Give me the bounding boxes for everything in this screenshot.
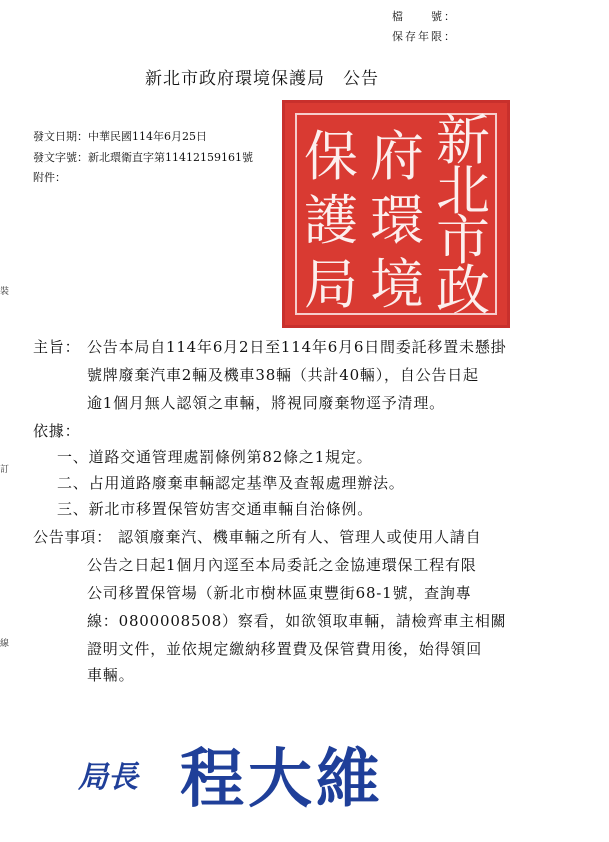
attachment-label: 附件： [33, 171, 66, 184]
seal-char: 市 [436, 209, 490, 272]
basis-label: 依據： [33, 422, 81, 440]
basis-item: 二、占用道路廢棄車輛認定基準及查報處理辦法。 [57, 474, 405, 492]
subject-line: 逾1個月無人認領之車輛，將視同廢棄物逕予清理。 [87, 394, 445, 412]
page-title: 新北市政府環境保護局 公告 [145, 69, 379, 89]
seal-char: 政 [436, 259, 490, 322]
subject-label: 主旨： [33, 338, 81, 356]
director-signature: 程大維 [180, 742, 384, 817]
binding-mark-2: 訂 [0, 465, 10, 475]
notice-line: 證明文件，並依規定繳納移置費及保管費用後，始得領回 [87, 640, 483, 658]
retention-period-label: 保存年限： [392, 30, 457, 43]
notice-line: 公告之日起1個月內逕至本局委託之金協連環保工程有限 [87, 556, 477, 574]
notice-line: 車輛。 [87, 666, 135, 684]
basis-item: 三、新北市移置保管妨害交通車輛自治條例。 [57, 500, 374, 518]
notice-line: 認領廢棄汽、機車輛之所有人、管理人或使用人請自 [118, 528, 482, 546]
seal-char: 局 [304, 253, 358, 316]
notice-line: 公司移置保管場（新北市樹林區東豐街68-1號，查詢專 [87, 584, 472, 602]
seal-char: 護 [304, 189, 358, 252]
seal-char: 環 [370, 189, 424, 252]
seal-char: 新 [436, 109, 490, 172]
binding-mark-3: 線 [0, 639, 10, 649]
issue-date: 發文日期：中華民國114年6月25日 [33, 130, 207, 143]
basis-item: 一、道路交通管理處罰條例第82條之1規定。 [57, 448, 373, 466]
subject-line: 號牌廢棄汽車2輛及機車38輛（共計40輛），自公告日起 [87, 366, 479, 384]
binding-mark-1: 裝 [0, 287, 10, 297]
notice-line: 線：0800008508）察看，如欲領取車輛，請檢齊車主相關 [87, 612, 507, 630]
file-number-label: 檔 號： [392, 10, 457, 23]
seal-char: 境 [370, 253, 424, 316]
official-seal [282, 100, 510, 328]
subject-line: 公告本局自114年6月2日至114年6月6日間委託移置未懸掛 [87, 338, 507, 356]
seal-char: 北 [436, 159, 490, 222]
document-number: 發文字號：新北環衛直字第11412159161號 [33, 151, 253, 164]
seal-char: 保 [304, 125, 358, 188]
signature-title: 局長 [78, 760, 138, 795]
seal-char: 府 [370, 125, 424, 188]
notice-label: 公告事項： [33, 528, 113, 546]
